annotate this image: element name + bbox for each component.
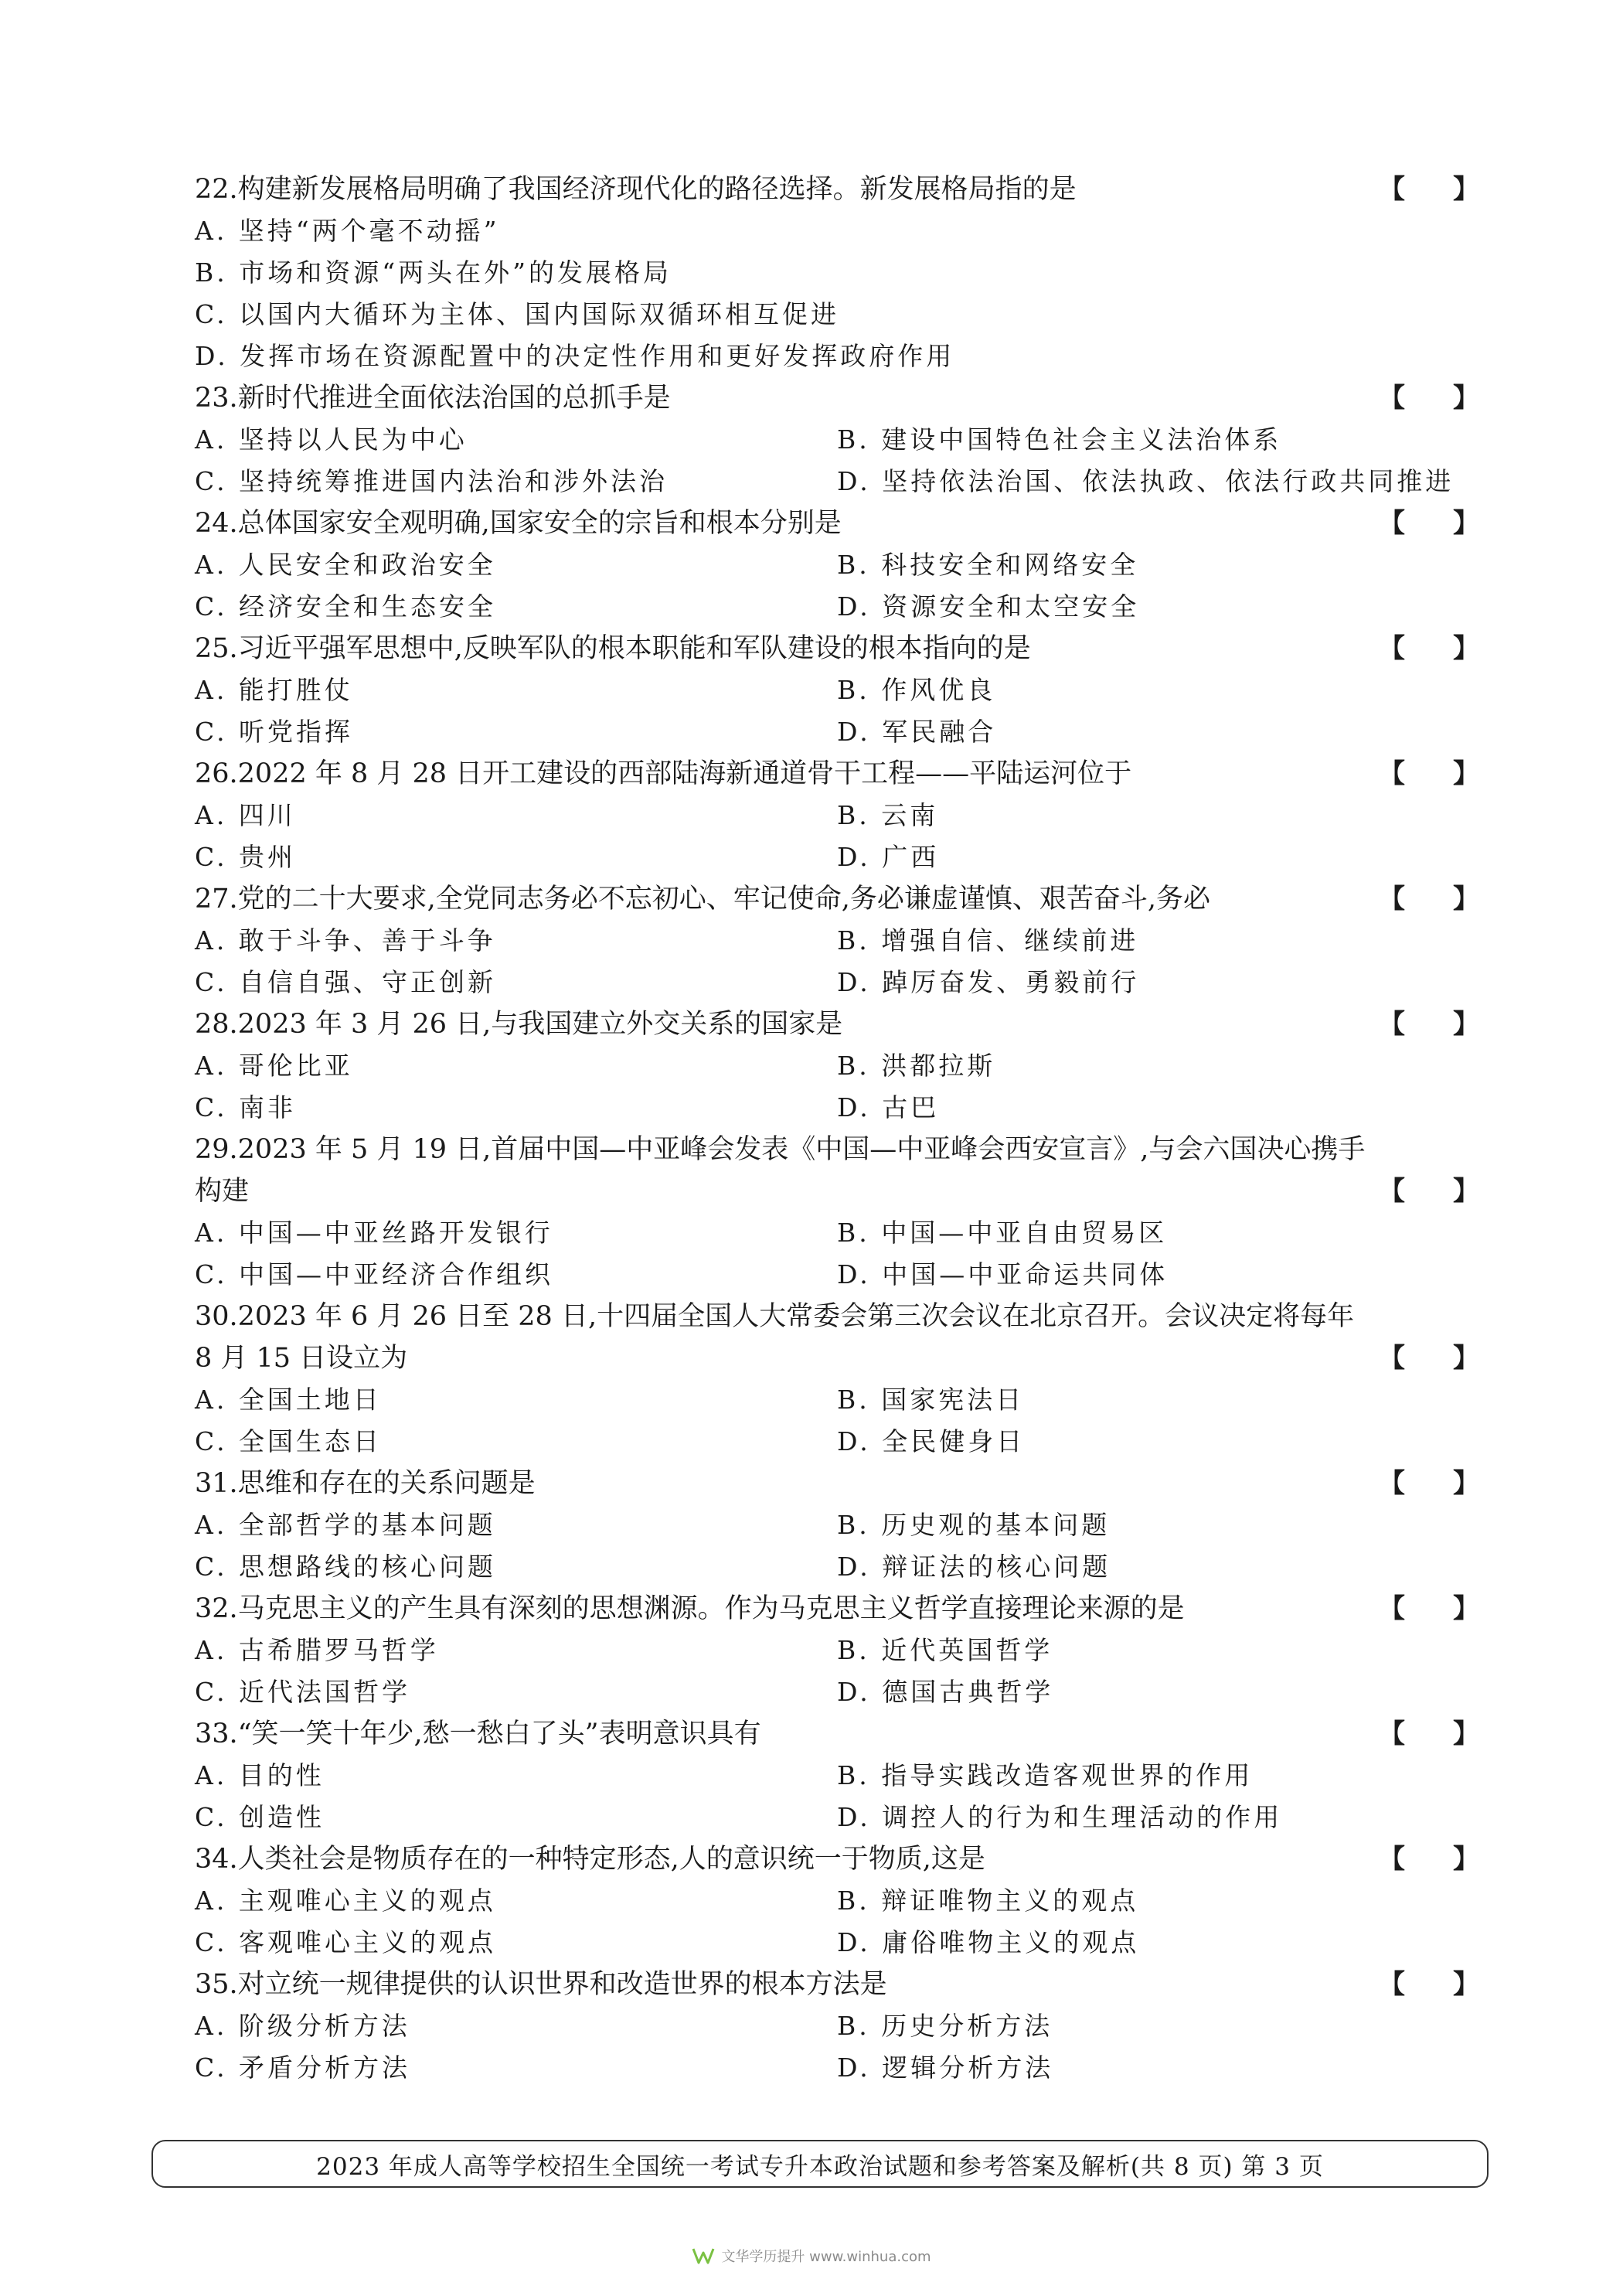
option-a: A. 能打胜仗	[195, 675, 353, 705]
bracket-left: 【	[1379, 758, 1405, 789]
question-31	[195, 1463, 1479, 1588]
bracket-left: 【	[1379, 1719, 1405, 1749]
stem-line: 30.2023 年 6 月 26 日至 28 日,十四届全国人大常委会第三次会议在北京召开。会议决定将每年	[195, 1301, 1355, 1332]
option-c: C. 贵州	[195, 842, 297, 872]
stem-text: 32.马克思主义的产生具有深刻的思想渊源。作为马克思主义哲学直接理论来源的是	[195, 1593, 1185, 1624]
bracket-left: 【	[1379, 508, 1405, 539]
answer-bracket[interactable]	[1379, 753, 1479, 795]
option-b: B. 历史观的基本问题	[837, 1510, 1111, 1540]
option-a: A. 哥伦比亚	[195, 1051, 353, 1081]
question-34	[195, 1838, 1479, 1964]
option-d: D. 资源安全和太空安全	[837, 591, 1140, 622]
option-a: A. 四川	[195, 800, 296, 830]
bracket-right: 】	[1453, 383, 1479, 414]
option-b: B. 辩证唯物主义的观点	[837, 1886, 1139, 1916]
stem-line: 29.2023 年 5 月 19 日,首届中国—中亚峰会发表《中国—中亚峰会西安宣言》,与会六国决心携手	[195, 1134, 1366, 1165]
stem-text: 28.2023 年 3 月 26 日,与我国建立外交关系的国家是	[195, 1009, 843, 1040]
question-stem	[195, 1129, 1479, 1212]
option-list	[195, 1379, 1479, 1463]
option-list	[195, 920, 1479, 1003]
option-list	[195, 1045, 1479, 1129]
option-a: A. 古希腊罗马哲学	[195, 1635, 439, 1665]
option-list	[195, 419, 1479, 502]
watermark	[0, 2246, 1623, 2266]
option-a: A. 人民安全和政治安全	[195, 550, 496, 580]
option-b: B. 国家宪法日	[837, 1385, 1025, 1415]
option-c: C. 以国内大循环为主体、国内国际双循环相互促进	[195, 299, 840, 329]
option-list	[195, 2005, 1479, 2089]
bracket-left: 【	[1379, 1176, 1405, 1207]
question-24	[195, 502, 1479, 628]
option-a: A. 坚持“两个毫不动摇”	[195, 216, 500, 246]
option-a: A. 全部哲学的基本问题	[195, 1510, 496, 1540]
answer-bracket[interactable]	[1379, 377, 1479, 419]
question-29	[195, 1129, 1479, 1296]
answer-bracket[interactable]	[1379, 169, 1479, 210]
option-list	[195, 210, 1479, 377]
option-list	[195, 1504, 1479, 1588]
question-23	[195, 377, 1479, 502]
bracket-right: 】	[1453, 758, 1479, 789]
bracket-right: 】	[1453, 1343, 1479, 1374]
stem-text: 22.构建新发展格局明确了我国经济现代化的路径选择。新发展格局指的是	[195, 174, 1077, 205]
question-stem	[195, 169, 1479, 210]
option-c: C. 近代法国哲学	[195, 1677, 411, 1707]
question-stem	[195, 1003, 1479, 1045]
option-list	[195, 1880, 1479, 1964]
bracket-left: 【	[1379, 1969, 1405, 2000]
option-b: B. 洪都拉斯	[837, 1051, 996, 1081]
answer-bracket[interactable]	[1379, 502, 1479, 544]
option-d: D. 辩证法的核心问题	[837, 1552, 1111, 1582]
stem-text: 26.2022 年 8 月 28 日开工建设的西部陆海新通道骨干工程——平陆运河位于	[195, 758, 1132, 789]
bracket-right: 】	[1453, 633, 1479, 664]
option-c: C. 创造性	[195, 1802, 325, 1832]
bracket-left: 【	[1379, 633, 1405, 664]
question-stem	[195, 1296, 1479, 1379]
option-a: A. 全国土地日	[195, 1385, 382, 1415]
option-b: B. 云南	[837, 800, 939, 830]
option-b: B. 指导实践改造客观世界的作用	[837, 1760, 1254, 1790]
stem-text: 34.人类社会是物质存在的一种特定形态,人的意识统一于物质,这是	[195, 1844, 985, 1875]
option-a: A. 目的性	[195, 1760, 325, 1790]
question-25	[195, 628, 1479, 753]
question-30	[195, 1296, 1479, 1463]
answer-bracket[interactable]	[1379, 878, 1479, 920]
bracket-right: 】	[1453, 1719, 1479, 1749]
question-stem	[195, 1713, 1479, 1755]
winhua-logo-icon	[692, 2247, 715, 2265]
option-b: B. 作风优良	[837, 675, 996, 705]
bracket-right: 】	[1453, 884, 1479, 915]
bracket-right: 】	[1453, 1468, 1479, 1499]
question-stem	[195, 1964, 1479, 2005]
answer-bracket[interactable]	[1379, 628, 1479, 669]
option-list	[195, 1630, 1479, 1713]
stem-line: 8 月 15 日设立为	[195, 1343, 408, 1374]
option-d: D. 中国—中亚命运共同体	[837, 1259, 1169, 1289]
option-c: C. 全国生态日	[195, 1426, 383, 1456]
answer-bracket[interactable]	[1379, 1003, 1479, 1045]
answer-bracket[interactable]	[1379, 1713, 1479, 1755]
question-list	[195, 169, 1479, 2089]
question-26	[195, 753, 1479, 878]
bracket-left: 【	[1379, 1593, 1405, 1624]
option-c: C. 经济安全和生态安全	[195, 591, 497, 622]
stem-text: 35.对立统一规律提供的认识世界和改造世界的根本方法是	[195, 1969, 887, 2000]
question-stem	[195, 628, 1479, 669]
answer-bracket[interactable]	[1379, 1964, 1479, 2005]
option-c: C. 听党指挥	[195, 717, 354, 747]
answer-bracket[interactable]	[1379, 1337, 1479, 1379]
page-footer	[151, 2140, 1489, 2188]
question-35	[195, 1964, 1479, 2089]
option-c: C. 中国—中亚经济合作组织	[195, 1259, 554, 1289]
option-d: D. 古巴	[837, 1092, 940, 1122]
question-33	[195, 1713, 1479, 1838]
option-d: D. 广西	[837, 842, 940, 872]
option-a: A. 坚持以人民为中心	[195, 424, 468, 455]
question-stem	[195, 502, 1479, 544]
option-b: B. 科技安全和网络安全	[837, 550, 1139, 580]
option-b: B. 历史分析方法	[837, 2011, 1053, 2041]
bracket-right: 】	[1453, 1593, 1479, 1624]
answer-bracket[interactable]	[1379, 1838, 1479, 1880]
option-b: B. 中国—中亚自由贸易区	[837, 1218, 1168, 1248]
option-d: D. 逻辑分析方法	[837, 2052, 1054, 2083]
option-d: D. 调控人的行为和生理活动的作用	[837, 1802, 1283, 1832]
option-d: D. 踔厉奋发、勇毅前行	[837, 967, 1140, 997]
option-d: D. 坚持依法治国、依法执政、依法行政共同推进	[837, 466, 1455, 496]
watermark-text: 文华学历提升 www.winhua.com	[721, 2249, 931, 2265]
answer-bracket[interactable]	[1379, 1463, 1479, 1504]
option-c: C. 思想路线的核心问题	[195, 1552, 497, 1582]
option-c: C. 南非	[195, 1092, 297, 1122]
option-c: C. 自信自强、守正创新	[195, 967, 497, 997]
option-d: D. 军民融合	[837, 717, 997, 747]
question-stem	[195, 753, 1479, 795]
option-list	[195, 544, 1479, 628]
answer-bracket[interactable]	[1379, 1588, 1479, 1630]
bracket-left: 【	[1379, 1009, 1405, 1040]
stem-line: 构建	[195, 1176, 250, 1207]
question-27	[195, 878, 1479, 1003]
option-b: B. 增强自信、继续前进	[837, 925, 1139, 956]
footer-text: 2023 年成人高等学校招生全国统一考试专升本政治试题和参考答案及解析(共 8 页) 第 3 页	[316, 2152, 1324, 2181]
option-a: A. 阶级分析方法	[195, 2011, 410, 2041]
question-stem	[195, 1463, 1479, 1504]
question-28	[195, 1003, 1479, 1129]
option-d: D. 德国古典哲学	[837, 1677, 1054, 1707]
bracket-right: 】	[1453, 1844, 1479, 1875]
bracket-left: 【	[1379, 383, 1405, 414]
question-22	[195, 169, 1479, 377]
bracket-right: 】	[1453, 1176, 1479, 1207]
question-stem	[195, 1838, 1479, 1880]
option-a: A. 中国—中亚丝路开发银行	[195, 1218, 553, 1248]
question-stem	[195, 1588, 1479, 1630]
option-c: C. 客观唯心主义的观点	[195, 1927, 497, 1957]
bracket-left: 【	[1379, 1844, 1405, 1875]
option-list	[195, 1212, 1479, 1296]
option-b: B. 市场和资源“两头在外”的发展格局	[195, 257, 672, 288]
option-b: B. 建设中国特色社会主义法治体系	[837, 424, 1282, 455]
bracket-right: 】	[1453, 1969, 1479, 2000]
question-32	[195, 1588, 1479, 1713]
option-b: B. 近代英国哲学	[837, 1635, 1053, 1665]
option-d: D. 发挥市场在资源配置中的决定性作用和更好发挥政府作用	[195, 341, 955, 371]
option-d: D. 全民健身日	[837, 1426, 1026, 1456]
question-stem	[195, 377, 1479, 419]
stem-text: 25.习近平强军思想中,反映军队的根本职能和军队建设的根本指向的是	[195, 633, 1031, 664]
bracket-left: 【	[1379, 1468, 1405, 1499]
option-d: D. 庸俗唯物主义的观点	[837, 1927, 1140, 1957]
option-a: A. 主观唯心主义的观点	[195, 1886, 496, 1916]
stem-text: 33.“笑一笑十年少,愁一愁白了头”表明意识具有	[195, 1719, 761, 1749]
option-a: A. 敢于斗争、善于斗争	[195, 925, 496, 956]
bracket-right: 】	[1453, 174, 1479, 205]
option-c: C. 坚持统筹推进国内法治和涉外法治	[195, 466, 669, 496]
stem-text: 27.党的二十大要求,全党同志务必不忘初心、牢记使命,务必谦虚谨慎、艰苦奋斗,务必	[195, 884, 1211, 915]
answer-bracket[interactable]	[1379, 1170, 1479, 1212]
bracket-left: 【	[1379, 884, 1405, 915]
stem-text: 23.新时代推进全面依法治国的总抓手是	[195, 383, 671, 414]
bracket-left: 【	[1379, 1343, 1405, 1374]
option-c: C. 矛盾分析方法	[195, 2052, 411, 2083]
question-stem	[195, 878, 1479, 920]
option-list	[195, 795, 1479, 878]
option-list	[195, 1755, 1479, 1838]
option-list	[195, 669, 1479, 753]
stem-text: 31.思维和存在的关系问题是	[195, 1468, 536, 1499]
bracket-left: 【	[1379, 174, 1405, 205]
bracket-right: 】	[1453, 1009, 1479, 1040]
bracket-right: 】	[1453, 508, 1479, 539]
stem-text: 24.总体国家安全观明确,国家安全的宗旨和根本分别是	[195, 508, 842, 539]
